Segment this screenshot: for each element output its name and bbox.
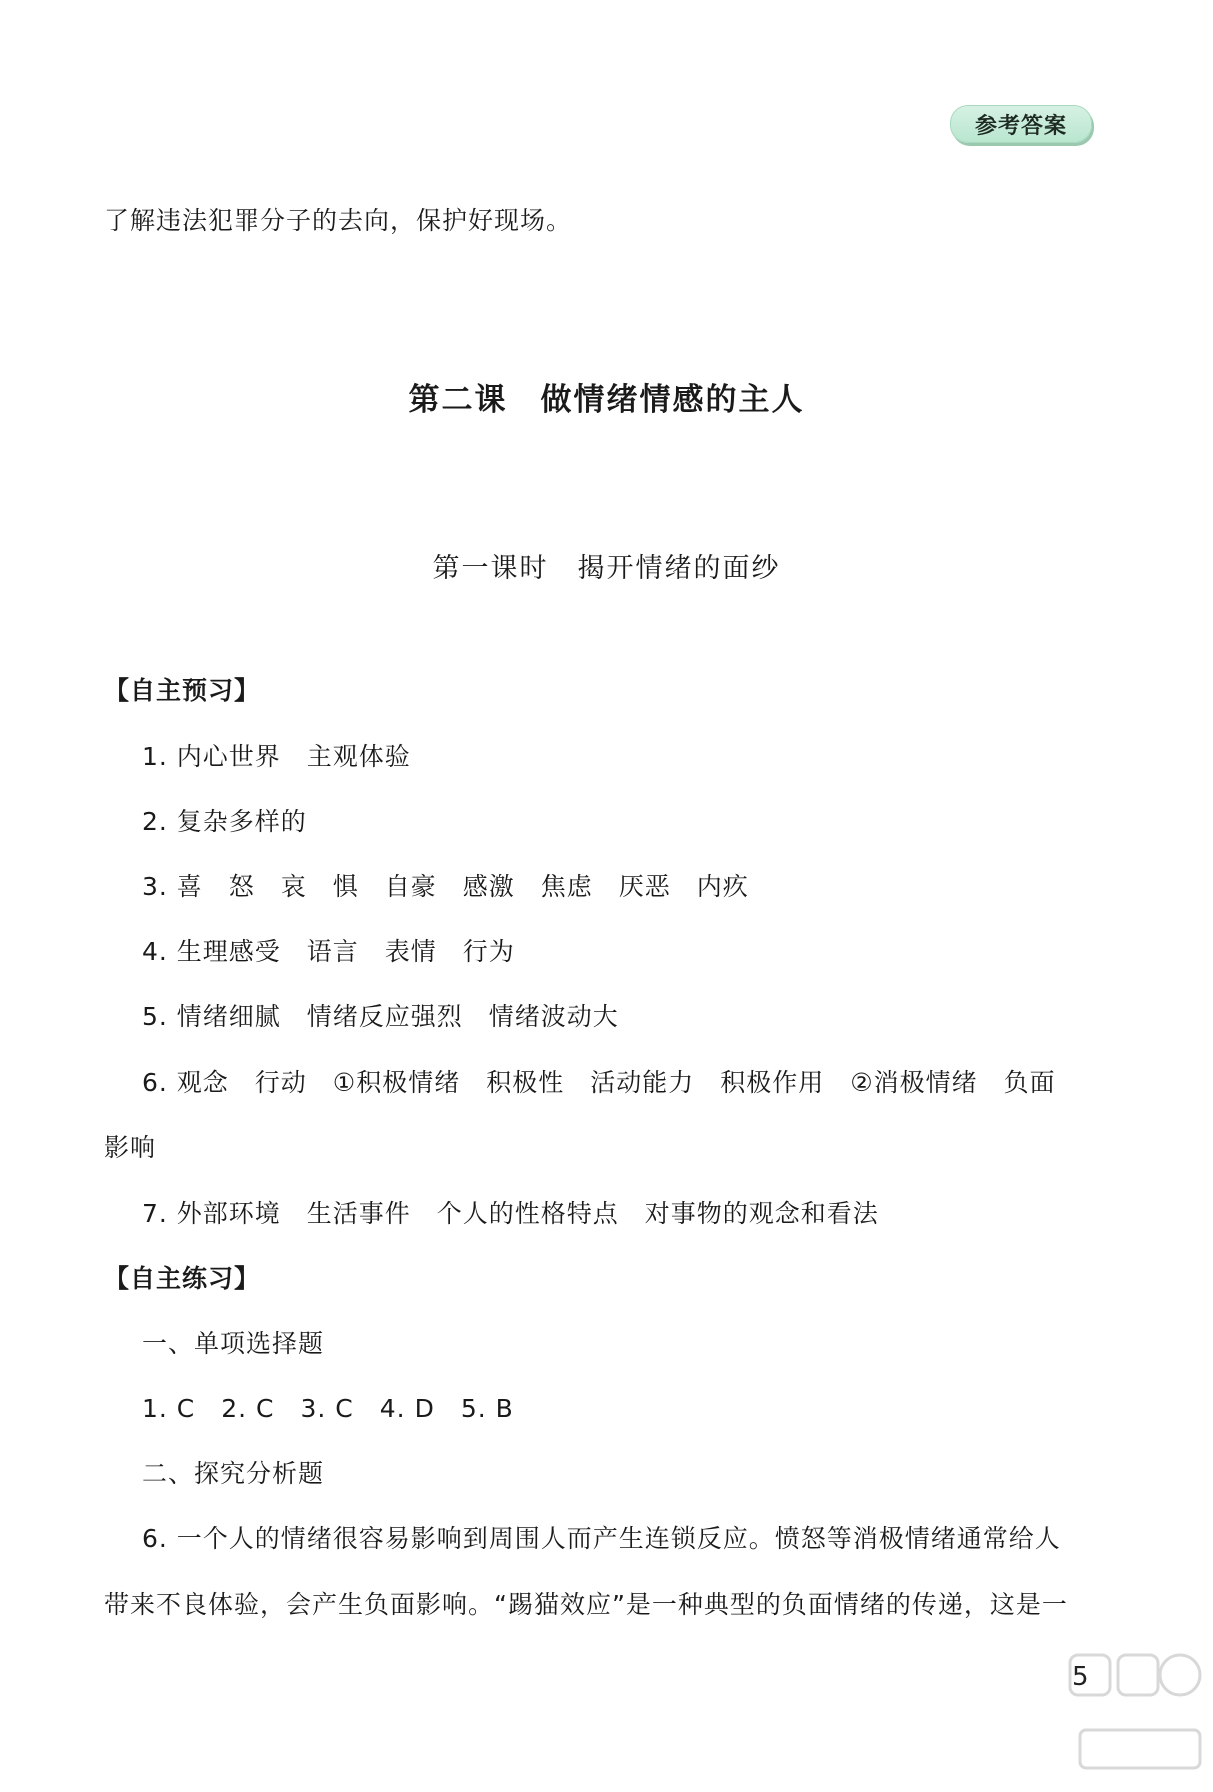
analysis-answer-line-2: 带来不良体验，会产生负面影响。“踢猫效应”是一种典型的负面情绪的传递，这是一 — [104, 1590, 1068, 1619]
practice-heading: 【自主练习】 — [104, 1264, 261, 1293]
preview-heading: 【自主预习】 — [104, 676, 261, 705]
preview-item-5: 5. 情绪细腻 情绪反应强烈 情绪波动大 — [142, 1002, 619, 1031]
carry-over-text: 了解违法犯罪分子的去向，保护好现场。 — [104, 206, 573, 235]
preview-item-4: 4. 生理感受 语言 表情 行为 — [142, 937, 515, 966]
preview-item-6: 6. 观念 行动 ①积极情绪 积极性 活动能力 积极作用 ②消极情绪 负面 — [142, 1068, 1056, 1097]
site-watermark-logo — [1050, 1645, 1210, 1785]
preview-item-3: 3. 喜 怒 哀 惧 自豪 感激 焦虑 厌恶 内疚 — [142, 872, 749, 901]
single-choice-heading: 一、单项选择题 — [142, 1329, 325, 1358]
period-title: 第一课时 揭开情绪的面纱 — [432, 553, 781, 584]
preview-item-1: 1. 内心世界 主观体验 — [142, 742, 411, 771]
preview-item-7: 7. 外部环境 生活事件 个人的性格特点 对事物的观念和看法 — [142, 1199, 879, 1228]
page-number: 5 — [1072, 1662, 1089, 1692]
analysis-heading: 二、探究分析题 — [142, 1459, 325, 1488]
analysis-answer-line-1: 6. 一个人的情绪很容易影响到周围人而产生连锁反应。愤怒等消极情绪通常给人 — [142, 1524, 1061, 1553]
preview-item-6-continued: 影响 — [104, 1133, 157, 1162]
single-choice-answers: 1. C 2. C 3. C 4. D 5. B — [142, 1394, 514, 1423]
answer-key-badge: 参考答案 — [950, 105, 1092, 143]
preview-item-2: 2. 复杂多样的 — [142, 807, 307, 836]
lesson-title: 第二课 做情绪情感的主人 — [408, 382, 805, 418]
